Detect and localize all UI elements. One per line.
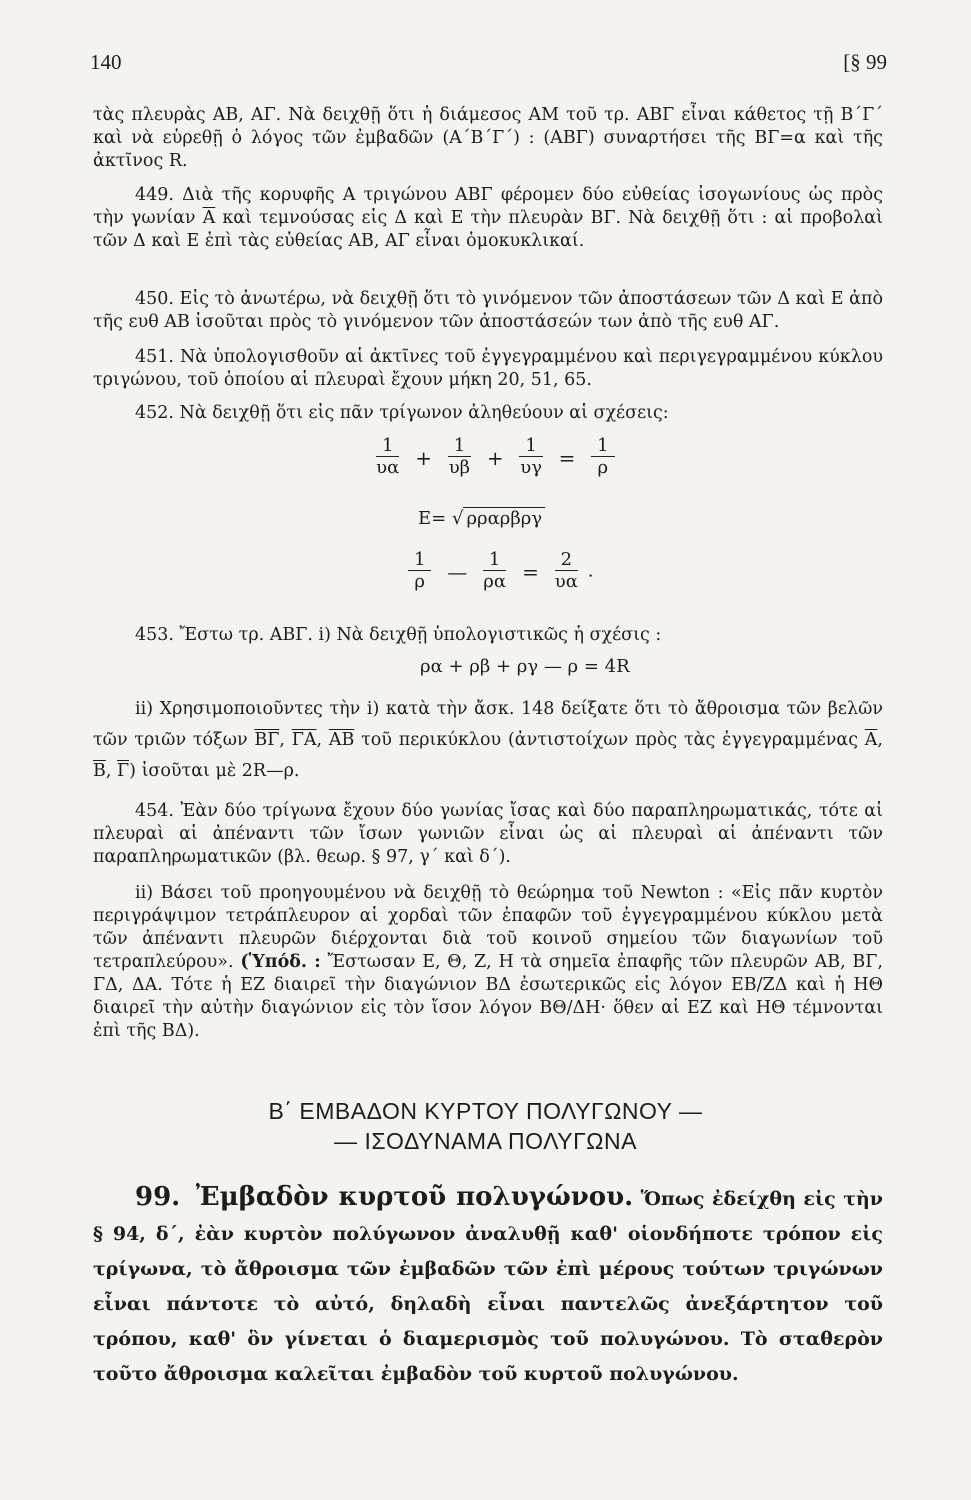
section-title-line-1: Β΄ ΕΜΒΑΔΟΝ ΚΥΡΤΟΥ ΠΟΛΥΓΩΝΟΥ — (268, 1098, 703, 1124)
section-reference: [§ 99 (843, 50, 887, 74)
exercise-453: 453. Ἔστω τρ. ΑΒΓ. i) Νὰ δειχθῇ ὑπολογιστικῶς ἡ σχέσις : (135, 625, 662, 645)
definition-text: Ὅπως ἐδείχθη εἰς τὴν § 94, δ΄, ἐὰν κυρτὸν πολύγωνον ἀναλυθῇ καθ' οἱονδήποτε τρόπον εἰς τρίγωνα, τὸ ἄθροισμα τῶν ἐμβαδῶν τῶν ἐπὶ μέρους τούτων τριγώνων εἶναι πάντοτε τὸ αὐτό, δηλαδὴ εἶναι παντελῶς ἀνεξάρτητον τοῦ τρόπου, καθ' ὃν γίνεται ὁ διαμερισμὸς τοῦ πολυγώνου. Τὸ σταθερὸν τοῦτο ἄθροισμα καλεῖται ἐμβαδὸν τοῦ κυρτοῦ πολυγώνου. (93, 1188, 883, 1385)
exercise-454-part-ii: ii) Βάσει τοῦ προηγουμένου νὰ δειχθῇ τὸ θεώρημα τοῦ Newton : «Εἰς πᾶν κυρτὸν περιγράψιμον τετράπλευρον αἱ χορδαὶ τῶν ἐπαφῶν τοῦ ἐγγεγραμμένου κύκλου μετὰ τῶν ἀπέναντι πλευρῶν διέρχονται διὰ τοῦ κοινοῦ σημείου τῶν διαγωνίων τοῦ τετραπλεύρου». (Ὑπόδ. : Ἔστωσαν Ε, Θ, Ζ, Η τὰ σημεῖα ἐπαφῆς τῶν πλευρῶν ΑΒ, ΒΓ, ΓΔ, ΔΑ. Τότε ἡ ΕΖ διαιρεῖ τὴν διαγώνιον ΒΔ ἐσωτερικῶς εἰς λόγον ΕΒ/ΖΔ καὶ ἡ ΗΘ διαιρεῖ τὴν αὐτὴν διαγώνιον εἰς τὸν ἴσον λόγον ΒΘ/ΔΗ· ὅθεν αἱ ΕΖ καὶ ΗΘ τέμνονται ἐπὶ τῆς ΒΔ). (93, 883, 883, 1041)
exercise-449: 449. Διὰ τῆς κορυφῆς Α τριγώνου ΑΒΓ φέρομεν δύο εὐθείας ἰσογωνίους ὡς πρὸς τὴν γωνίαν $\overline{A}$ καὶ τεμνούσας εἰς Δ καὶ Ε τὴν πλευρὰν ΒΓ. Νὰ δειχθῇ ὅτι : αἱ προβολαὶ τῶν Δ καὶ Ε ἐπὶ τὰς εὐθείας ΑΒ, ΑΓ εἶναι ὁμοκυκλικαί. (93, 185, 883, 251)
definition-number: 99. (135, 1182, 181, 1212)
formula-exradii-sum: ρα + ρβ + ργ — ρ = 4R (420, 656, 630, 677)
angle-a-symbol: $\overline{A}$ (202, 208, 216, 228)
section-title-line-2: — ΙΣΟΔΥΝΑΜΑ ΠΟΛΥΓΩΝΑ (334, 1128, 637, 1154)
exercise-451: 451. Νὰ ὑπολογισθοῦν αἱ ἀκτῖνες τοῦ ἐγγεγραμμένου καὶ περιγεγραμμένου κύκλου τριγώνου, τοῦ ὁποίου αἱ πλευραὶ ἔχουν μήκη 20, 51, 65. (93, 347, 883, 390)
definition-99 (93, 1180, 883, 1392)
exercise-450: 450. Εἰς τὸ ἀνωτέρω, νὰ δειχθῇ ὅτι τὸ γινόμενον τῶν ἀποστάσεων τῶν Δ καὶ Ε ἀπὸ τῆς ευθ ΑΒ ἰσοῦται πρὸς τὸ γινόμενον τῶν ἀποστάσεών των ἀπὸ τῆς ευθ ΑΓ. (93, 289, 883, 332)
exercise-454: 454. Ἐὰν δύο τρίγωνα ἔχουν δύο γωνίας ἴσας καὶ δύο παραπληρωματικάς, τότε αἱ πλευραὶ αἱ ἀπέναντι τῶν ἴσων γωνιῶν εἶναι ὡς αἱ πλευραὶ αἱ ἀπέναντι τῶν παραπληρωματικῶν (βλ. θεωρ. § 97, γ΄ καὶ δ΄). (93, 801, 883, 867)
page-number: 140 (90, 50, 122, 74)
definition-heading: Ἐμβαδὸν κυρτοῦ πολυγώνου. (195, 1182, 634, 1212)
exercise-452: 452. Νὰ δειχθῇ ὅτι εἰς πᾶν τρίγωνον ἀληθεύουν αἱ σχέσεις: (135, 403, 669, 423)
formula-area-root: E= √ ρραρβργ (418, 508, 545, 529)
formula-reciprocal-altitudes: $\frac{1}{\upsilon\alpha}$ + $\frac{1}{\upsilon\beta}$ + $\frac{1}{\upsilon\gamma}$ = $\frac{1}{\rho}$ (372, 436, 619, 479)
exercise-448-tail: τὰς πλευρὰς ΑΒ, ΑΓ. Νὰ δειχθῇ ὅτι ἡ διάμεσος ΑΜ τοῦ τρ. ΑΒΓ εἶναι κάθετος τῇ Β΄Γ΄ καὶ νὰ εὑρεθῇ ὁ λόγος τῶν ἐμβαδῶν (Α΄Β΄Γ΄) : (ΑΒΓ) συναρτήσει τῆς ΒΓ=α καὶ τῆς ἀκτῖνος R. (93, 105, 883, 171)
formula-inradius-exradius: $\frac{1}{\rho}$ — $\frac{1}{\rho\alpha}$ = $\frac{2}{\upsilon\alpha}$ . (404, 550, 594, 593)
exercise-453-part-ii: ii) Χρησιμοποιοῦντες τὴν i) κατὰ τὴν ἄσκ. 148 δείξατε ὅτι τὸ ἄθροισμα τῶν βελῶν τῶν τριῶν τόξων $\overline{B\Gamma}$, $\overline{\Gamma A}$, $\overline{AB}$ τοῦ περικύκλου (ἀντιστοίχων πρὸς τὰς ἐγγεγραμμένας $\overline{A}$, $\overline{B}$, $\overline{\Gamma}$) ἰσοῦται μὲ 2R—ρ. (93, 699, 883, 781)
